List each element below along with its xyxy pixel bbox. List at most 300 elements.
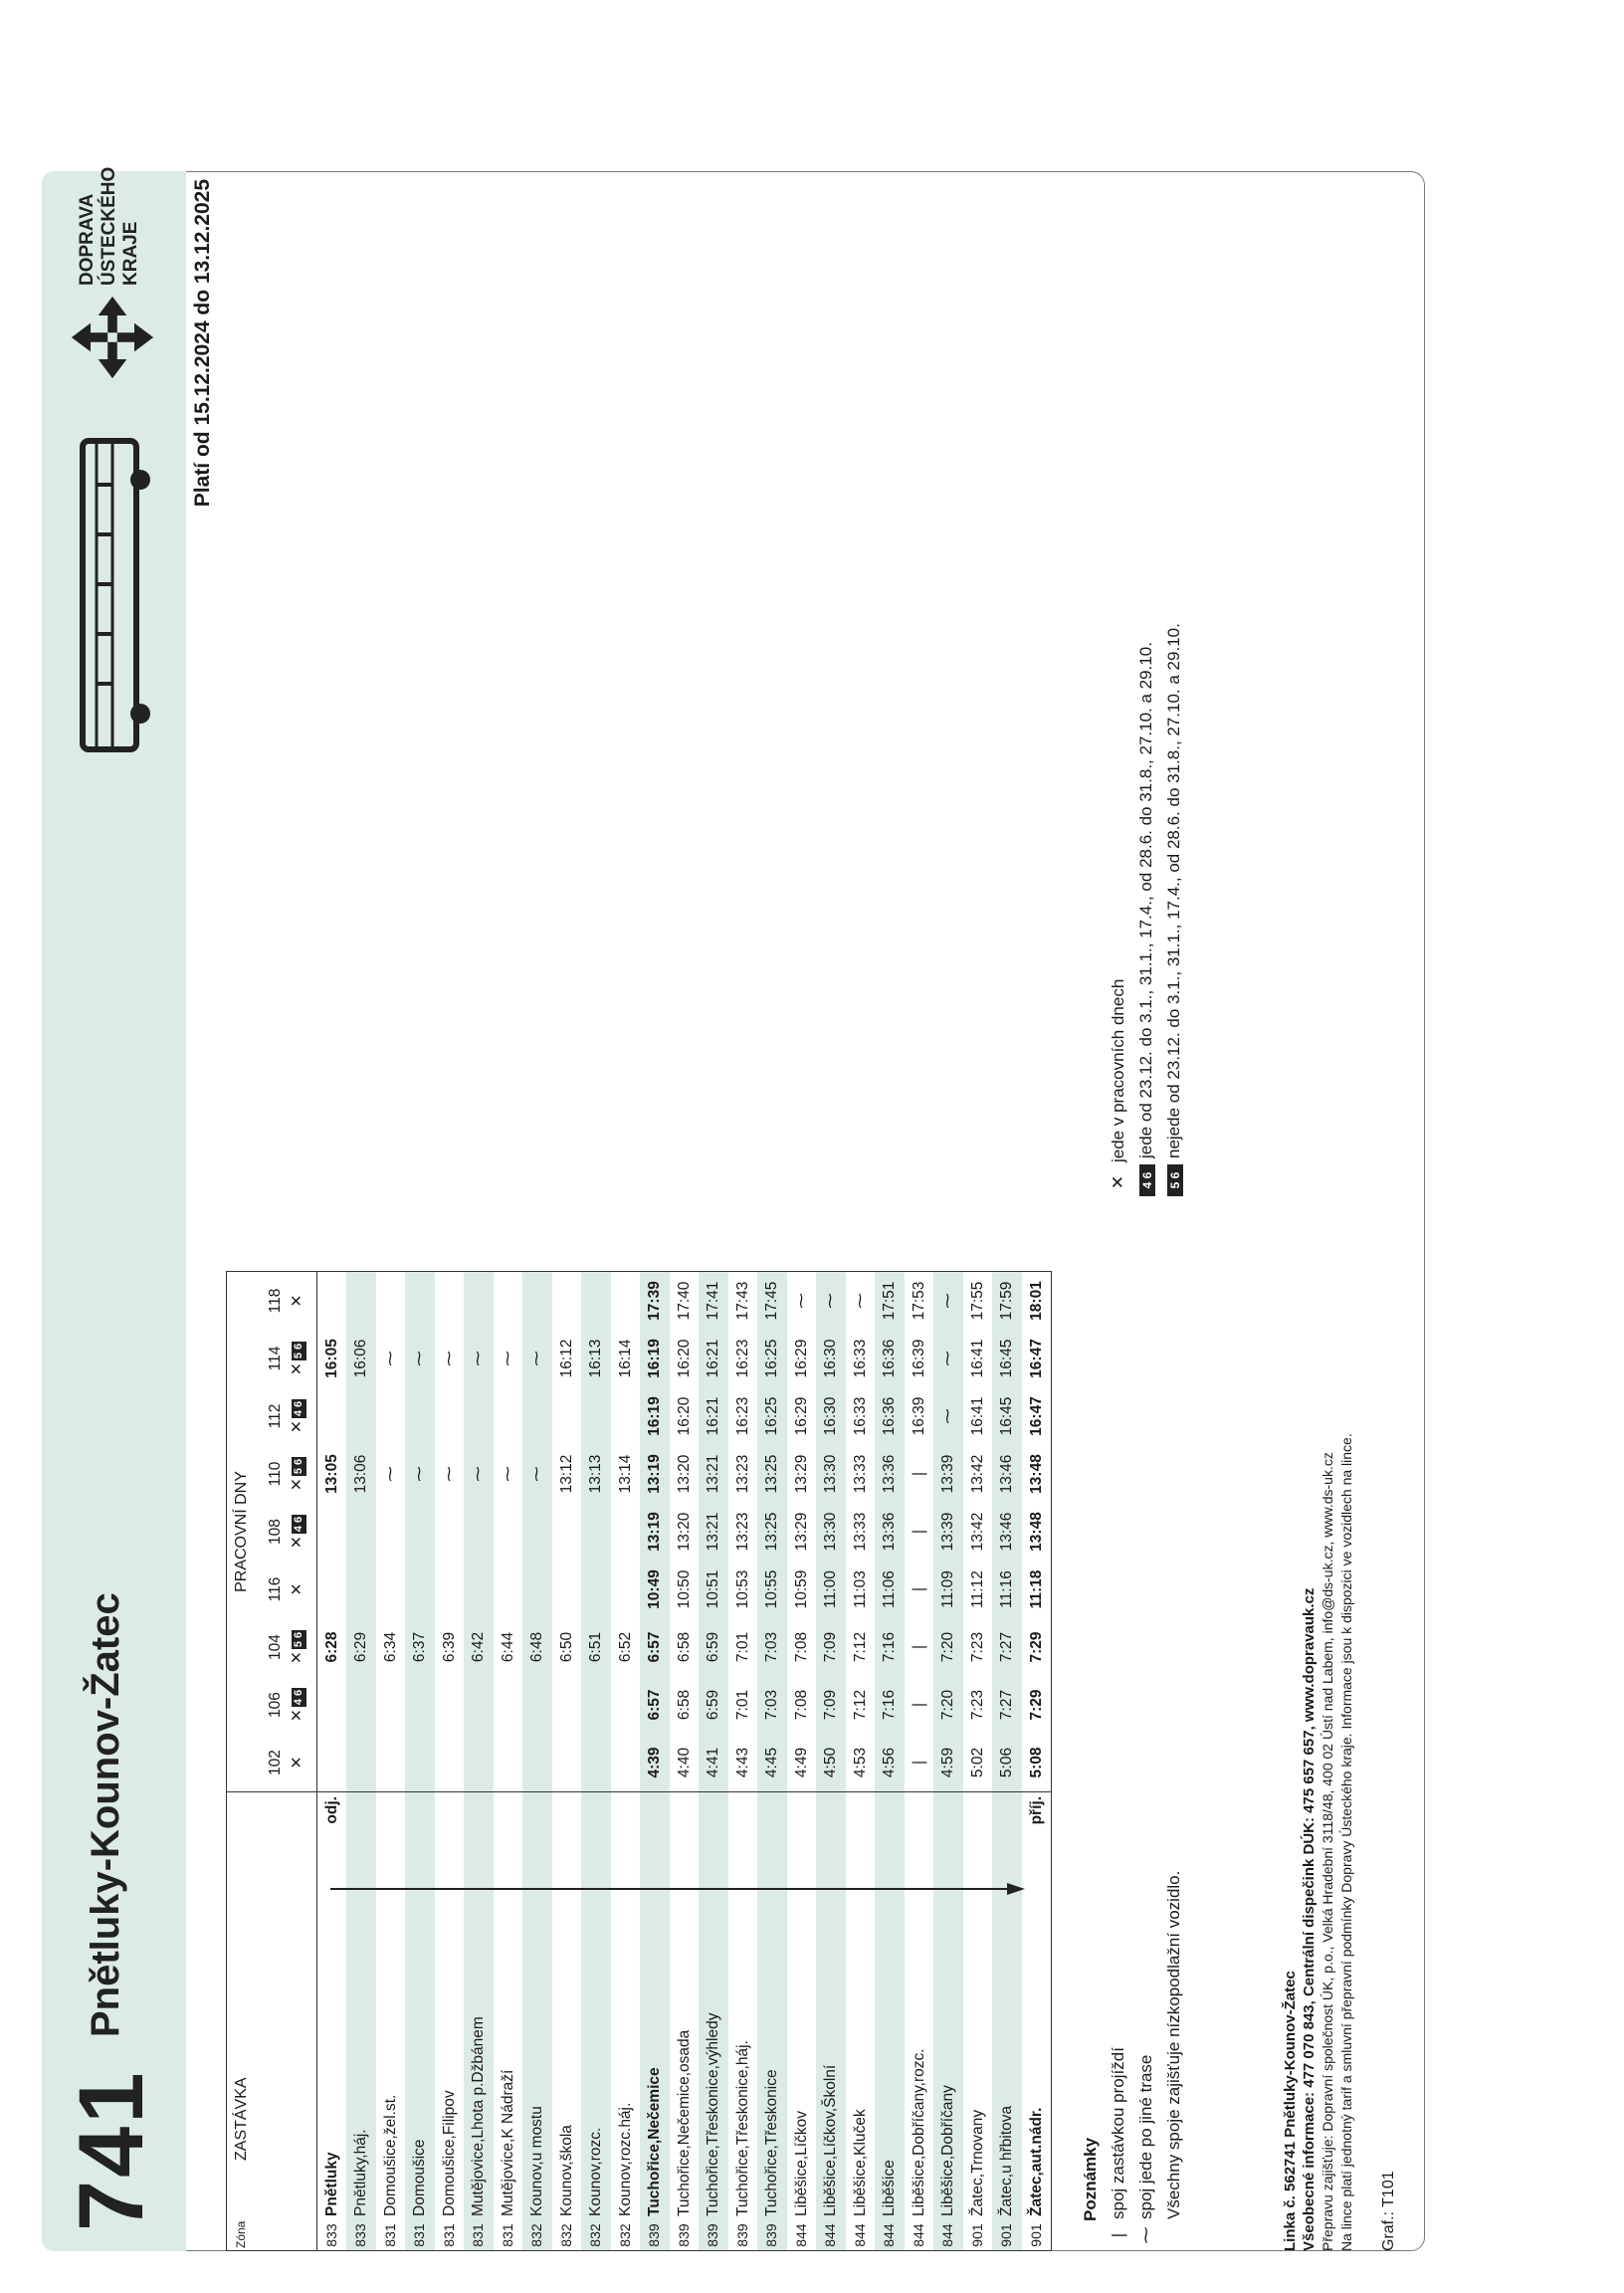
time-cell: 11:06 <box>875 1561 905 1618</box>
trip-marks <box>287 1387 308 1445</box>
timetable-table <box>226 1271 1052 2251</box>
logo-text <box>77 167 142 286</box>
time-cell: 16:29 <box>792 1396 810 1436</box>
time-cell: 6:34 <box>381 1631 399 1663</box>
time-cell: 6:44 <box>499 1631 516 1663</box>
time-cell: ⁓ <box>499 1466 516 1482</box>
trip-number: 108 <box>266 1519 284 1545</box>
time-cell: 10:49 <box>640 1561 670 1618</box>
stop-name: Tuchořice,Třeskonice <box>757 1843 787 2220</box>
stop-name: Kounov,rozc. <box>581 1843 611 2220</box>
trip-code-badge: 4 6 <box>292 1689 304 1706</box>
time-cell: | <box>910 1471 927 1477</box>
table-row <box>316 1272 346 2251</box>
trip-code-badge: 5 6 <box>292 1631 304 1648</box>
time-cell: 7:09 <box>816 1676 846 1734</box>
table-row <box>346 1272 376 2251</box>
time-cell: 13:33 <box>851 1454 869 1494</box>
time-cell: 6:59 <box>699 1676 728 1734</box>
footer-line-info: Linka č. 562741 Pnětluky-Kounov-Žatec <box>1282 1971 1299 2251</box>
trip-number: 104 <box>266 1634 284 1660</box>
time-cell: 16:21 <box>699 1387 728 1445</box>
zone-header-blank <box>257 2220 317 2251</box>
trip-number: 110 <box>266 1461 284 1487</box>
time-cell: 10:51 <box>699 1561 728 1618</box>
time-cell <box>611 1561 641 1618</box>
zone-cell: 844 <box>846 2220 876 2251</box>
stop-name: Liběšice,Kluček <box>851 2109 869 2216</box>
time-cell <box>581 1734 611 1792</box>
time-cell <box>552 1272 582 1331</box>
time-cell: 6:42 <box>464 1618 494 1676</box>
table-row <box>581 1272 611 2251</box>
time-cell: 16:25 <box>757 1330 787 1387</box>
validity-text: Platí od 15.12.2024 do 13.12.2025 <box>191 179 214 508</box>
zone-cell: 831 <box>435 2220 465 2251</box>
time-cell: 17:40 <box>670 1272 700 1331</box>
note-text: spoj zastávkou projíždí <box>1109 2047 1127 2219</box>
zone-cell: 844 <box>787 2220 817 2251</box>
zone-cell: 839 <box>670 2220 700 2251</box>
time-cell: 4:49 <box>787 1734 817 1792</box>
time-cell: 16:36 <box>875 1330 905 1387</box>
stop-name: Tuchořice,Třeskonice,háj. <box>733 2040 751 2216</box>
time-cell: 7:23 <box>968 1631 986 1663</box>
time-cell: ⁓ <box>405 1330 435 1387</box>
trip-header <box>257 1618 317 1676</box>
time-cell: 17:51 <box>875 1272 905 1331</box>
time-cell: 13:39 <box>933 1503 963 1561</box>
time-cell <box>405 1272 435 1331</box>
time-cell: 4:43 <box>728 1734 758 1792</box>
time-cell: 17:55 <box>963 1272 993 1331</box>
time-cell <box>376 1734 406 1792</box>
time-cell: 17:39 <box>640 1272 670 1331</box>
time-cell: 10:59 <box>792 1569 810 1609</box>
time-cell <box>316 1734 346 1792</box>
stop-name: Kounov,škola <box>557 2125 575 2216</box>
trip-code-badge: 5 6 <box>292 1343 304 1359</box>
zone-cell: 831 <box>405 2220 435 2251</box>
zone-cell: 844 <box>816 2220 846 2251</box>
time-cell: 5:08 <box>1022 1734 1052 1792</box>
time-cell: 4:39 <box>640 1734 670 1792</box>
time-cell <box>405 1734 435 1792</box>
time-cell: 16:20 <box>675 1396 693 1436</box>
time-cell <box>522 1561 552 1618</box>
time-cell: 13:36 <box>875 1503 905 1561</box>
time-cell: 16:47 <box>1022 1387 1052 1445</box>
time-cell: 7:29 <box>1022 1676 1052 1734</box>
note-text: Všechny spoje zajišťuje nízkopodlažní vozidlo. <box>1164 1870 1183 2219</box>
time-cell <box>494 1503 523 1561</box>
trip-marks <box>287 1561 308 1618</box>
table-row <box>728 1272 758 2251</box>
time-cell <box>376 1272 406 1331</box>
zone-cell: 832 <box>522 2220 552 2251</box>
zone-cell: 844 <box>905 2220 934 2251</box>
time-cell: 17:41 <box>699 1272 728 1331</box>
time-cell: 6:48 <box>522 1618 552 1676</box>
zone-cell: 832 <box>581 2220 611 2251</box>
arr-dep-label <box>346 1792 376 1843</box>
time-cell: 13:33 <box>851 1512 869 1552</box>
arr-dep-label <box>376 1792 406 1843</box>
time-cell <box>522 1503 552 1561</box>
trip-marks <box>287 1734 308 1791</box>
zone-cell: 831 <box>494 2220 523 2251</box>
time-cell: 16:41 <box>968 1339 986 1378</box>
trip-header <box>257 1330 317 1387</box>
time-cell: 13:25 <box>757 1503 787 1561</box>
stop-name: Liběšice,Líčkov,Školní <box>816 1843 846 2220</box>
workday-mark: ✕ <box>288 1478 305 1492</box>
table-row <box>787 1272 817 2251</box>
code-item <box>1160 201 1188 1196</box>
stop-name: Kounov,rozc.háj. <box>616 2102 634 2216</box>
logo-line: KRAJE <box>120 221 141 286</box>
time-cell <box>376 1503 406 1561</box>
time-cell <box>464 1387 494 1445</box>
zone-cell: 901 <box>963 2220 993 2251</box>
time-cell: 7:16 <box>875 1676 905 1734</box>
arr-dep-label: odj. <box>322 1796 340 1824</box>
table-row <box>494 1272 523 2251</box>
time-cell: 7:08 <box>792 1631 810 1663</box>
note-item <box>1132 1355 1160 2251</box>
time-cell <box>405 1561 435 1618</box>
time-cell: ⁓ <box>816 1272 846 1331</box>
time-cell: 16:14 <box>616 1339 634 1378</box>
trip-header <box>257 1734 317 1792</box>
time-cell: 16:23 <box>733 1396 751 1436</box>
time-cell <box>581 1561 611 1618</box>
trip-number: 116 <box>266 1576 284 1602</box>
table-row <box>464 1272 494 2251</box>
arr-dep-label <box>963 1792 993 1843</box>
time-cell <box>522 1272 552 1331</box>
footer-tariff: Na lince platí jednotný tarif a smluvní přepravní podmínky Dopravy Ústeckého kraje. Informace jsou k dispozici ve vozidlech na lince. <box>1338 1433 1354 2251</box>
trip-header <box>257 1676 317 1734</box>
time-cell: 13:42 <box>968 1454 986 1494</box>
stop-header-blank <box>257 1792 317 2221</box>
arr-dep-label <box>757 1792 787 1843</box>
zone-cell: 839 <box>757 2220 787 2251</box>
time-cell: 13:13 <box>581 1445 611 1503</box>
time-cell: ⁓ <box>499 1351 516 1366</box>
time-cell: 7:08 <box>792 1689 810 1721</box>
time-cell <box>376 1676 406 1734</box>
zone-cell: 831 <box>376 2220 406 2251</box>
arr-dep-label <box>552 1792 582 1843</box>
time-cell <box>464 1734 494 1792</box>
time-cell: 7:12 <box>851 1689 869 1721</box>
time-cell <box>346 1387 376 1445</box>
arr-dep-label <box>816 1792 846 1843</box>
time-cell: 16:30 <box>816 1330 846 1387</box>
arr-dep-label <box>933 1792 963 1843</box>
time-cell: ⁓ <box>381 1351 399 1366</box>
time-cell: 16:39 <box>910 1396 927 1436</box>
time-cell <box>346 1676 376 1734</box>
table-row <box>699 1272 728 2251</box>
time-cell: 13:21 <box>699 1445 728 1503</box>
time-cell <box>464 1676 494 1734</box>
time-cell <box>464 1272 494 1331</box>
table-row <box>933 1272 963 2251</box>
time-cell: 6:39 <box>440 1631 458 1663</box>
workday-mark: ✕ <box>288 1420 305 1434</box>
time-cell: 11:09 <box>933 1561 963 1618</box>
time-cell <box>494 1272 523 1331</box>
time-cell: 16:05 <box>322 1339 340 1378</box>
stop-name: Žatec,aut.nádr. <box>1022 1843 1052 2220</box>
time-cell: 13:20 <box>675 1512 693 1552</box>
time-cell: 13:23 <box>733 1512 751 1552</box>
time-cell: 4:41 <box>699 1734 728 1792</box>
time-cell: | <box>910 1702 927 1708</box>
bus-icon <box>77 425 156 753</box>
time-cell: 16:19 <box>640 1330 670 1387</box>
time-cell <box>611 1734 641 1792</box>
trip-header <box>257 1561 317 1618</box>
arr-dep-label <box>699 1792 728 1843</box>
code-text: nejede od 23.12. do 3.1., 31.1., 17.4., od 28.6. do 31.8., 27.10. a 29.10. <box>1164 623 1183 1158</box>
time-cell: 13:23 <box>733 1454 751 1494</box>
logo-arrows-icon <box>70 295 155 380</box>
time-cell: ⁓ <box>787 1272 817 1331</box>
trip-number: 112 <box>266 1403 284 1429</box>
time-cell: 6:37 <box>405 1618 435 1676</box>
time-cell: 4:45 <box>757 1734 787 1792</box>
footer-operator: Přepravu zajišťuje: Dopravní společnost ÚK, p.o., Velká Hradební 3118/48, 400 02 Ústí nad Labem, info@ds-uk.cz, www.ds-uk.cz <box>1320 1452 1335 2251</box>
table-row <box>963 1272 993 2251</box>
stop-name: Mutějovice,K Nádraží <box>499 2069 516 2216</box>
trip-number: 102 <box>266 1750 284 1775</box>
time-cell <box>435 1676 465 1734</box>
time-cell <box>346 1272 376 1331</box>
time-cell: 11:18 <box>1022 1561 1052 1618</box>
zone-cell: 844 <box>933 2220 963 2251</box>
time-cell: 11:03 <box>851 1570 869 1608</box>
trip-header <box>257 1387 317 1445</box>
time-cell: 10:50 <box>675 1569 693 1609</box>
time-cell: 13:30 <box>816 1503 846 1561</box>
time-cell: 7:01 <box>733 1689 751 1721</box>
notes-section <box>1077 1355 1188 2251</box>
time-cell <box>316 1503 346 1561</box>
time-cell: 16:30 <box>816 1387 846 1445</box>
time-cell <box>405 1503 435 1561</box>
time-cell <box>522 1734 552 1792</box>
zone-cell: 833 <box>346 2220 376 2251</box>
time-cell <box>435 1734 465 1792</box>
time-cell: 17:53 <box>905 1272 934 1331</box>
route-name: Pnětluky-Kounov-Žatec <box>84 1592 127 2037</box>
time-cell <box>611 1503 641 1561</box>
code-symbol: 4 6 <box>1139 1164 1155 1196</box>
table-row <box>846 1272 876 2251</box>
zone-cell: 833 <box>316 2220 346 2251</box>
time-cell <box>316 1387 346 1445</box>
table-row <box>816 1272 846 2251</box>
line-number: 741 <box>61 2069 162 2231</box>
time-cell: 7:27 <box>992 1676 1022 1734</box>
zone-cell: 839 <box>640 2220 670 2251</box>
workday-mark: ✕ <box>288 1709 305 1723</box>
note-symbol: | <box>1109 2232 1127 2238</box>
time-cell: ⁓ <box>933 1330 963 1387</box>
time-cell: ⁓ <box>381 1466 399 1482</box>
workday-mark: ✕ <box>288 1582 305 1596</box>
time-cell: 16:06 <box>346 1330 376 1387</box>
time-cell: 16:29 <box>792 1339 810 1378</box>
stop-name: Domoušice <box>405 1843 435 2220</box>
trip-marks <box>287 1330 308 1387</box>
code-item <box>1132 201 1160 1196</box>
time-cell: ⁓ <box>440 1351 458 1366</box>
arr-dep-label <box>464 1792 494 1843</box>
time-cell: 6:59 <box>699 1618 728 1676</box>
zone-cell: 839 <box>728 2220 758 2251</box>
time-cell: 5:02 <box>963 1734 993 1792</box>
time-cell: 6:57 <box>640 1618 670 1676</box>
time-cell: 7:27 <box>992 1618 1022 1676</box>
graf-label: Graf.: T101 <box>1380 2171 1397 2251</box>
workday-mark: ✕ <box>288 1362 305 1376</box>
logo-line: DOPRAVA <box>77 193 98 286</box>
stop-name: Liběšice <box>875 1843 905 2220</box>
time-cell: 4:59 <box>933 1734 963 1792</box>
time-cell: 16:41 <box>968 1396 986 1436</box>
table-row <box>376 1272 406 2251</box>
table-row <box>611 1272 641 2251</box>
time-cell: 10:53 <box>733 1569 751 1609</box>
time-cell <box>435 1272 465 1331</box>
time-cell: 16:20 <box>675 1339 693 1378</box>
time-cell <box>494 1676 523 1734</box>
stop-header: ZASTÁVKA <box>227 1792 257 2221</box>
time-cell: 16:12 <box>557 1339 575 1378</box>
time-cell: 13:29 <box>792 1512 810 1552</box>
time-cell: | <box>905 1734 934 1792</box>
time-cell <box>376 1387 406 1445</box>
trip-header <box>257 1272 317 1331</box>
code-item <box>1105 201 1132 1196</box>
time-cell: 7:23 <box>968 1689 986 1721</box>
zone-header: Zóna <box>227 2220 257 2251</box>
time-cell: 16:19 <box>640 1387 670 1445</box>
zone-cell: 844 <box>875 2220 905 2251</box>
time-cell: 5:06 <box>992 1734 1022 1792</box>
time-cell: 13:19 <box>640 1445 670 1503</box>
stop-name: Mutějovice,Lhota p.Džbánem <box>464 1843 494 2220</box>
time-cell: 16:33 <box>851 1339 869 1378</box>
workday-mark: ✕ <box>288 1651 305 1665</box>
time-cell: 11:16 <box>992 1561 1022 1618</box>
zone-cell: 839 <box>699 2220 728 2251</box>
trip-number: 118 <box>266 1288 284 1314</box>
time-cell <box>435 1387 465 1445</box>
zone-cell: 832 <box>552 2220 582 2251</box>
time-cell <box>376 1561 406 1618</box>
table-row <box>757 1272 787 2251</box>
time-cell: 6:52 <box>616 1631 634 1663</box>
time-cell <box>316 1561 346 1618</box>
time-cell: 13:12 <box>557 1454 575 1494</box>
time-cell <box>494 1561 523 1618</box>
zone-cell: 832 <box>611 2220 641 2251</box>
code-symbol: ✕ <box>1109 1174 1127 1190</box>
stop-name: Pnětluky <box>322 2152 340 2216</box>
time-cell <box>552 1387 582 1445</box>
table-row <box>640 1272 670 2251</box>
time-cell: 16:25 <box>757 1387 787 1445</box>
notes-title: Poznámky <box>1081 2137 1100 2221</box>
arr-dep-label <box>875 1792 905 1843</box>
time-cell <box>581 1387 611 1445</box>
direction-arrow-icon <box>330 1883 1027 1895</box>
trip-marks <box>287 1272 308 1330</box>
time-cell <box>435 1503 465 1561</box>
time-cell: 13:29 <box>792 1454 810 1494</box>
table-row <box>992 1272 1022 2251</box>
arr-dep-label <box>494 1792 523 1843</box>
stop-name: Pnětluky,háj. <box>346 1843 376 2220</box>
time-cell: ⁓ <box>405 1445 435 1503</box>
arr-dep-label <box>611 1792 641 1843</box>
stop-name: Liběšice,Dobříčany,rozc. <box>910 2048 927 2216</box>
time-cell <box>611 1676 641 1734</box>
table-row <box>1022 1272 1052 2251</box>
time-cell: ⁓ <box>522 1330 552 1387</box>
time-cell: 17:45 <box>757 1272 787 1331</box>
time-cell: ⁓ <box>522 1445 552 1503</box>
trip-header <box>257 1503 317 1561</box>
time-cell: 6:51 <box>581 1618 611 1676</box>
time-cell: 7:16 <box>875 1618 905 1676</box>
time-cell: 13:25 <box>757 1445 787 1503</box>
time-cell <box>405 1387 435 1445</box>
zone-cell: 831 <box>464 2220 494 2251</box>
time-cell: 7:03 <box>757 1676 787 1734</box>
trip-number: 114 <box>266 1346 284 1371</box>
trip-number: 106 <box>266 1692 284 1718</box>
time-cell <box>552 1561 582 1618</box>
code-text: jede od 23.12. do 3.1., 31.1., 17.4., od 28.6. do 31.8., 27.10. a 29.10. <box>1136 642 1155 1158</box>
arr-dep-label <box>846 1792 876 1843</box>
time-cell: 6:29 <box>346 1618 376 1676</box>
time-cell <box>552 1676 582 1734</box>
time-cell: 16:23 <box>733 1339 751 1378</box>
table-row <box>670 1272 700 2251</box>
footer-contact: Všeobecné informace: 477 070 843, Centrální dispečink DÚK: 475 657 657, www.dopravauk.cz <box>1301 1587 1318 2251</box>
time-cell: 6:50 <box>557 1631 575 1663</box>
time-cell: 6:28 <box>322 1631 340 1663</box>
stop-name: Liběšice,Dobříčany <box>933 1843 963 2220</box>
workday-mark: ✕ <box>288 1536 305 1550</box>
time-cell: 13:30 <box>816 1445 846 1503</box>
time-cell: ⁓ <box>464 1445 494 1503</box>
time-cell <box>552 1503 582 1561</box>
time-cell: 16:39 <box>910 1339 927 1378</box>
time-cell <box>552 1734 582 1792</box>
time-cell <box>522 1387 552 1445</box>
stop-name: Kounov,u mostu <box>522 1843 552 2220</box>
table-row <box>522 1272 552 2251</box>
landscape-page <box>42 166 1425 2251</box>
time-cell: 6:58 <box>675 1631 693 1663</box>
